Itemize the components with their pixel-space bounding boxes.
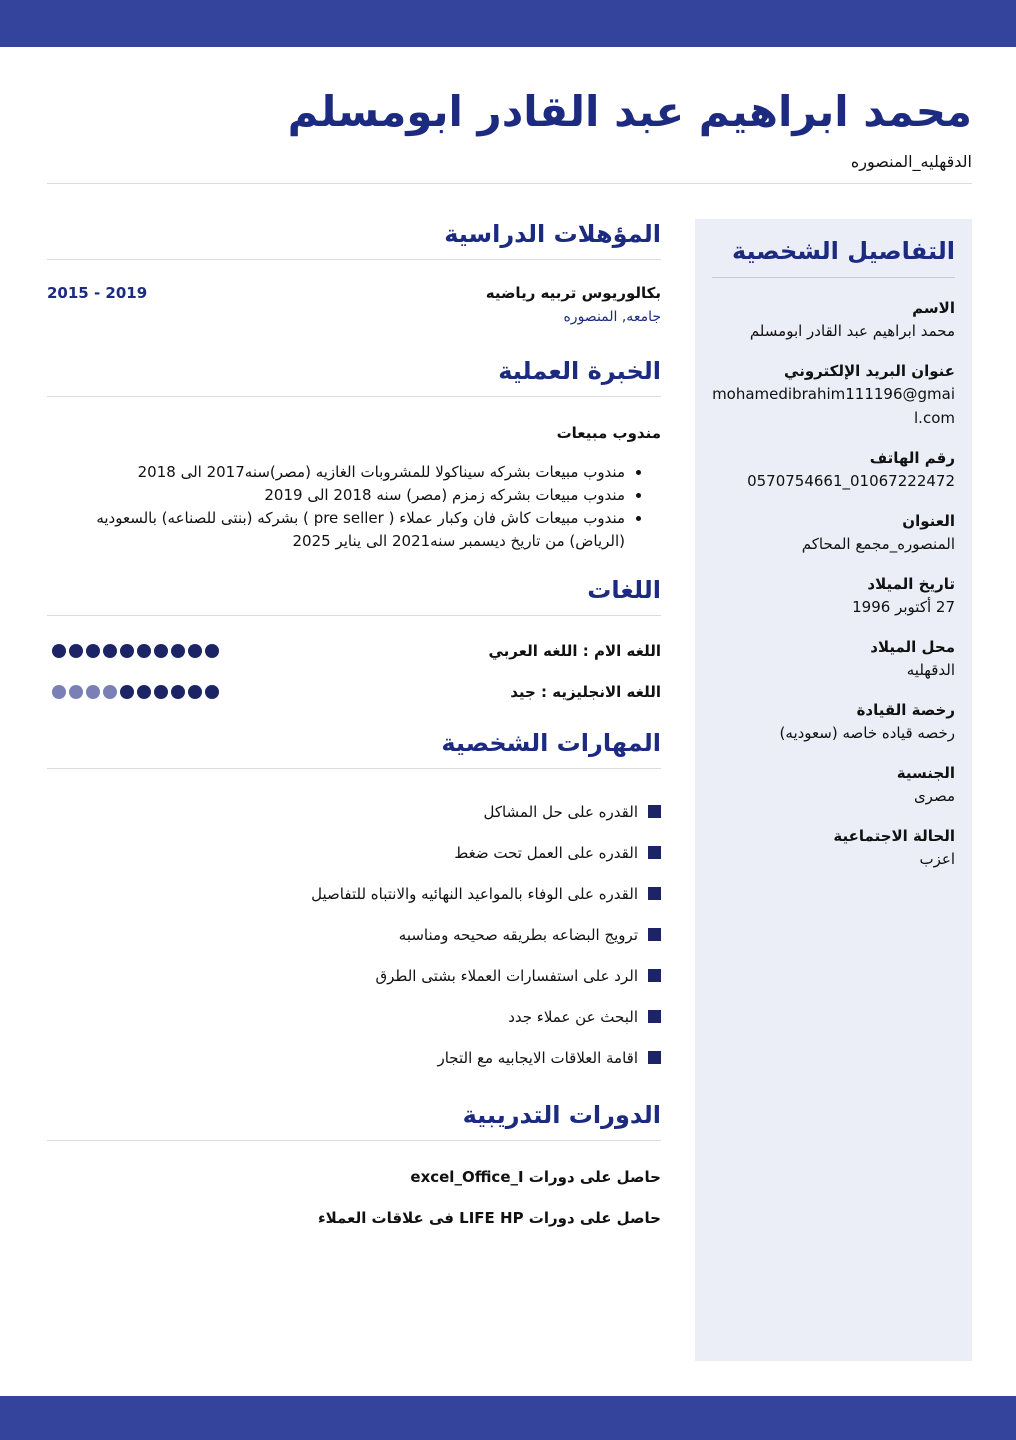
language-label: اللغه الانجليزيه : جيد <box>510 683 661 701</box>
detail-birth-date <box>710 573 955 619</box>
detail-label: تاريخ الميلاد <box>867 575 955 593</box>
experience-bullet: • مندوب مبيعات بشركه زمزم (مصر) سنه 2018 الى 2019 <box>47 484 625 507</box>
detail-name <box>710 297 955 343</box>
level-dot-filled <box>137 644 151 658</box>
skill-item <box>47 996 661 1037</box>
skill-item <box>47 873 661 914</box>
level-dot-empty <box>86 685 100 699</box>
level-dot-filled <box>69 644 83 658</box>
detail-email <box>710 360 955 430</box>
personal-details-sidebar <box>695 219 972 1361</box>
detail-phone <box>710 447 955 493</box>
level-dot-filled <box>86 644 100 658</box>
skill-text: الرد على استفسارات العملاء بشتى الطرق <box>375 966 638 985</box>
detail-value: رخصه قياده خاصه (سعوديه) <box>779 724 955 742</box>
skill-item <box>47 832 661 873</box>
skill-text: اقامة العلاقات الايجابيه مع التجار <box>437 1048 638 1067</box>
skills-list <box>47 791 661 1078</box>
detail-birth-place <box>710 636 955 682</box>
detail-value: mohamedibrahim111196@gmail.com <box>712 385 955 427</box>
square-bullet-icon <box>648 969 661 982</box>
level-dot-filled <box>120 685 134 699</box>
detail-value: محمد ابراهيم عبد القادر ابومسلم <box>749 322 955 340</box>
detail-value: الدقهليه <box>906 661 955 679</box>
language-level-dots <box>52 685 219 699</box>
square-bullet-icon <box>648 1051 661 1064</box>
experience-title: الخبرة العملية <box>47 352 661 397</box>
level-dot-empty <box>52 685 66 699</box>
sidebar-divider <box>712 277 955 278</box>
skill-text: البحث عن عملاء جدد <box>508 1007 638 1026</box>
level-dot-filled <box>154 644 168 658</box>
detail-value: 27 أكتوبر 1996 <box>852 598 955 616</box>
skills-title: المهارات الشخصية <box>47 724 661 769</box>
level-dot-filled <box>205 644 219 658</box>
square-bullet-icon <box>648 887 661 900</box>
detail-marital-status <box>710 825 955 871</box>
level-dot-filled <box>154 685 168 699</box>
education-dates: 2015 - 2019 <box>47 284 148 302</box>
detail-driving-license <box>710 699 955 745</box>
top-accent-bar <box>0 0 1016 47</box>
detail-value: 0570754661_01067222472 <box>747 472 955 490</box>
experience-bullet: • مندوب مبيعات كاش فان وكبار عملاء ( pre seller ) بشركه (بنتى للصناعه) بالسعوديه (الرياض) من تاريخ ديسمبر سنه2021 الى يناير 2025 <box>47 507 625 553</box>
skill-item <box>47 955 661 996</box>
header-divider <box>47 183 972 184</box>
detail-label: رخصة القيادة <box>856 701 955 719</box>
education-title: المؤهلات الدراسية <box>47 215 661 260</box>
education-school: جامعه, المنصوره <box>563 309 661 325</box>
square-bullet-icon <box>648 805 661 818</box>
language-label: اللغه الام : اللغه العربي <box>488 642 661 660</box>
course-item: حاصل على دورات LIFE HP فى علاقات العملاء <box>317 1209 661 1227</box>
detail-value: المنصوره_مجمع المحاكم <box>801 535 955 553</box>
skill-text: القدره على حل المشاكل <box>483 802 638 821</box>
level-dot-filled <box>52 644 66 658</box>
language-level-dots <box>52 644 219 658</box>
personal-details-title: التفاصيل الشخصية <box>731 237 955 265</box>
experience-job-title: مندوب مبيعات <box>556 424 661 442</box>
detail-label: الاسم <box>912 299 955 317</box>
detail-label: عنوان البريد الإلكتروني <box>784 362 955 380</box>
level-dot-filled <box>103 644 117 658</box>
detail-label: محل الميلاد <box>870 638 955 656</box>
level-dot-filled <box>137 685 151 699</box>
square-bullet-icon <box>648 1010 661 1023</box>
detail-value: اعزب <box>919 850 955 868</box>
experience-bullet: • مندوب مبيعات بشركه سيناكولا للمشروبات الغازيه (مصر)سنه2017 الى 2018 <box>47 461 625 484</box>
detail-label: الجنسية <box>896 764 955 782</box>
detail-value: مصرى <box>913 787 955 805</box>
languages-list <box>47 632 661 714</box>
skill-text: القدره على الوفاء بالمواعيد النهائيه والانتباه للتفاصيل <box>311 884 638 903</box>
language-row <box>47 632 661 673</box>
skill-text: القدره على العمل تحت ضغط <box>454 843 638 862</box>
experience-bullets <box>47 461 661 553</box>
level-dot-empty <box>69 685 83 699</box>
level-dot-filled <box>188 644 202 658</box>
education-degree: بكالوريوس تربيه رياضيه <box>485 284 661 302</box>
detail-address <box>710 510 955 556</box>
skill-item <box>47 914 661 955</box>
education-entry <box>47 282 661 352</box>
course-item: حاصل على دورات excel_Office_I <box>410 1168 661 1186</box>
level-dot-filled <box>205 685 219 699</box>
level-dot-empty <box>103 685 117 699</box>
level-dot-filled <box>171 685 185 699</box>
skill-text: ترويج البضاعه بطريقه صحيحه ومناسبه <box>398 925 638 944</box>
detail-label: رقم الهاتف <box>869 449 955 467</box>
languages-title: اللغات <box>47 571 661 616</box>
detail-nationality <box>710 762 955 808</box>
skill-item <box>47 791 661 832</box>
skill-item <box>47 1037 661 1078</box>
level-dot-filled <box>188 685 202 699</box>
level-dot-filled <box>171 644 185 658</box>
square-bullet-icon <box>648 846 661 859</box>
candidate-location: الدقهليه_المنصوره <box>850 152 972 171</box>
candidate-name: محمد ابراهيم عبد القادر ابومسلم <box>287 87 972 136</box>
bottom-accent-bar <box>0 1396 1016 1440</box>
courses-title: الدورات التدريبية <box>47 1096 661 1141</box>
square-bullet-icon <box>648 928 661 941</box>
detail-label: الحالة الاجتماعية <box>833 827 955 845</box>
detail-label: العنوان <box>902 512 955 530</box>
main-column <box>47 215 661 1230</box>
level-dot-filled <box>120 644 134 658</box>
personal-details-list <box>710 297 955 888</box>
language-row <box>47 673 661 714</box>
courses-list <box>47 1165 661 1230</box>
